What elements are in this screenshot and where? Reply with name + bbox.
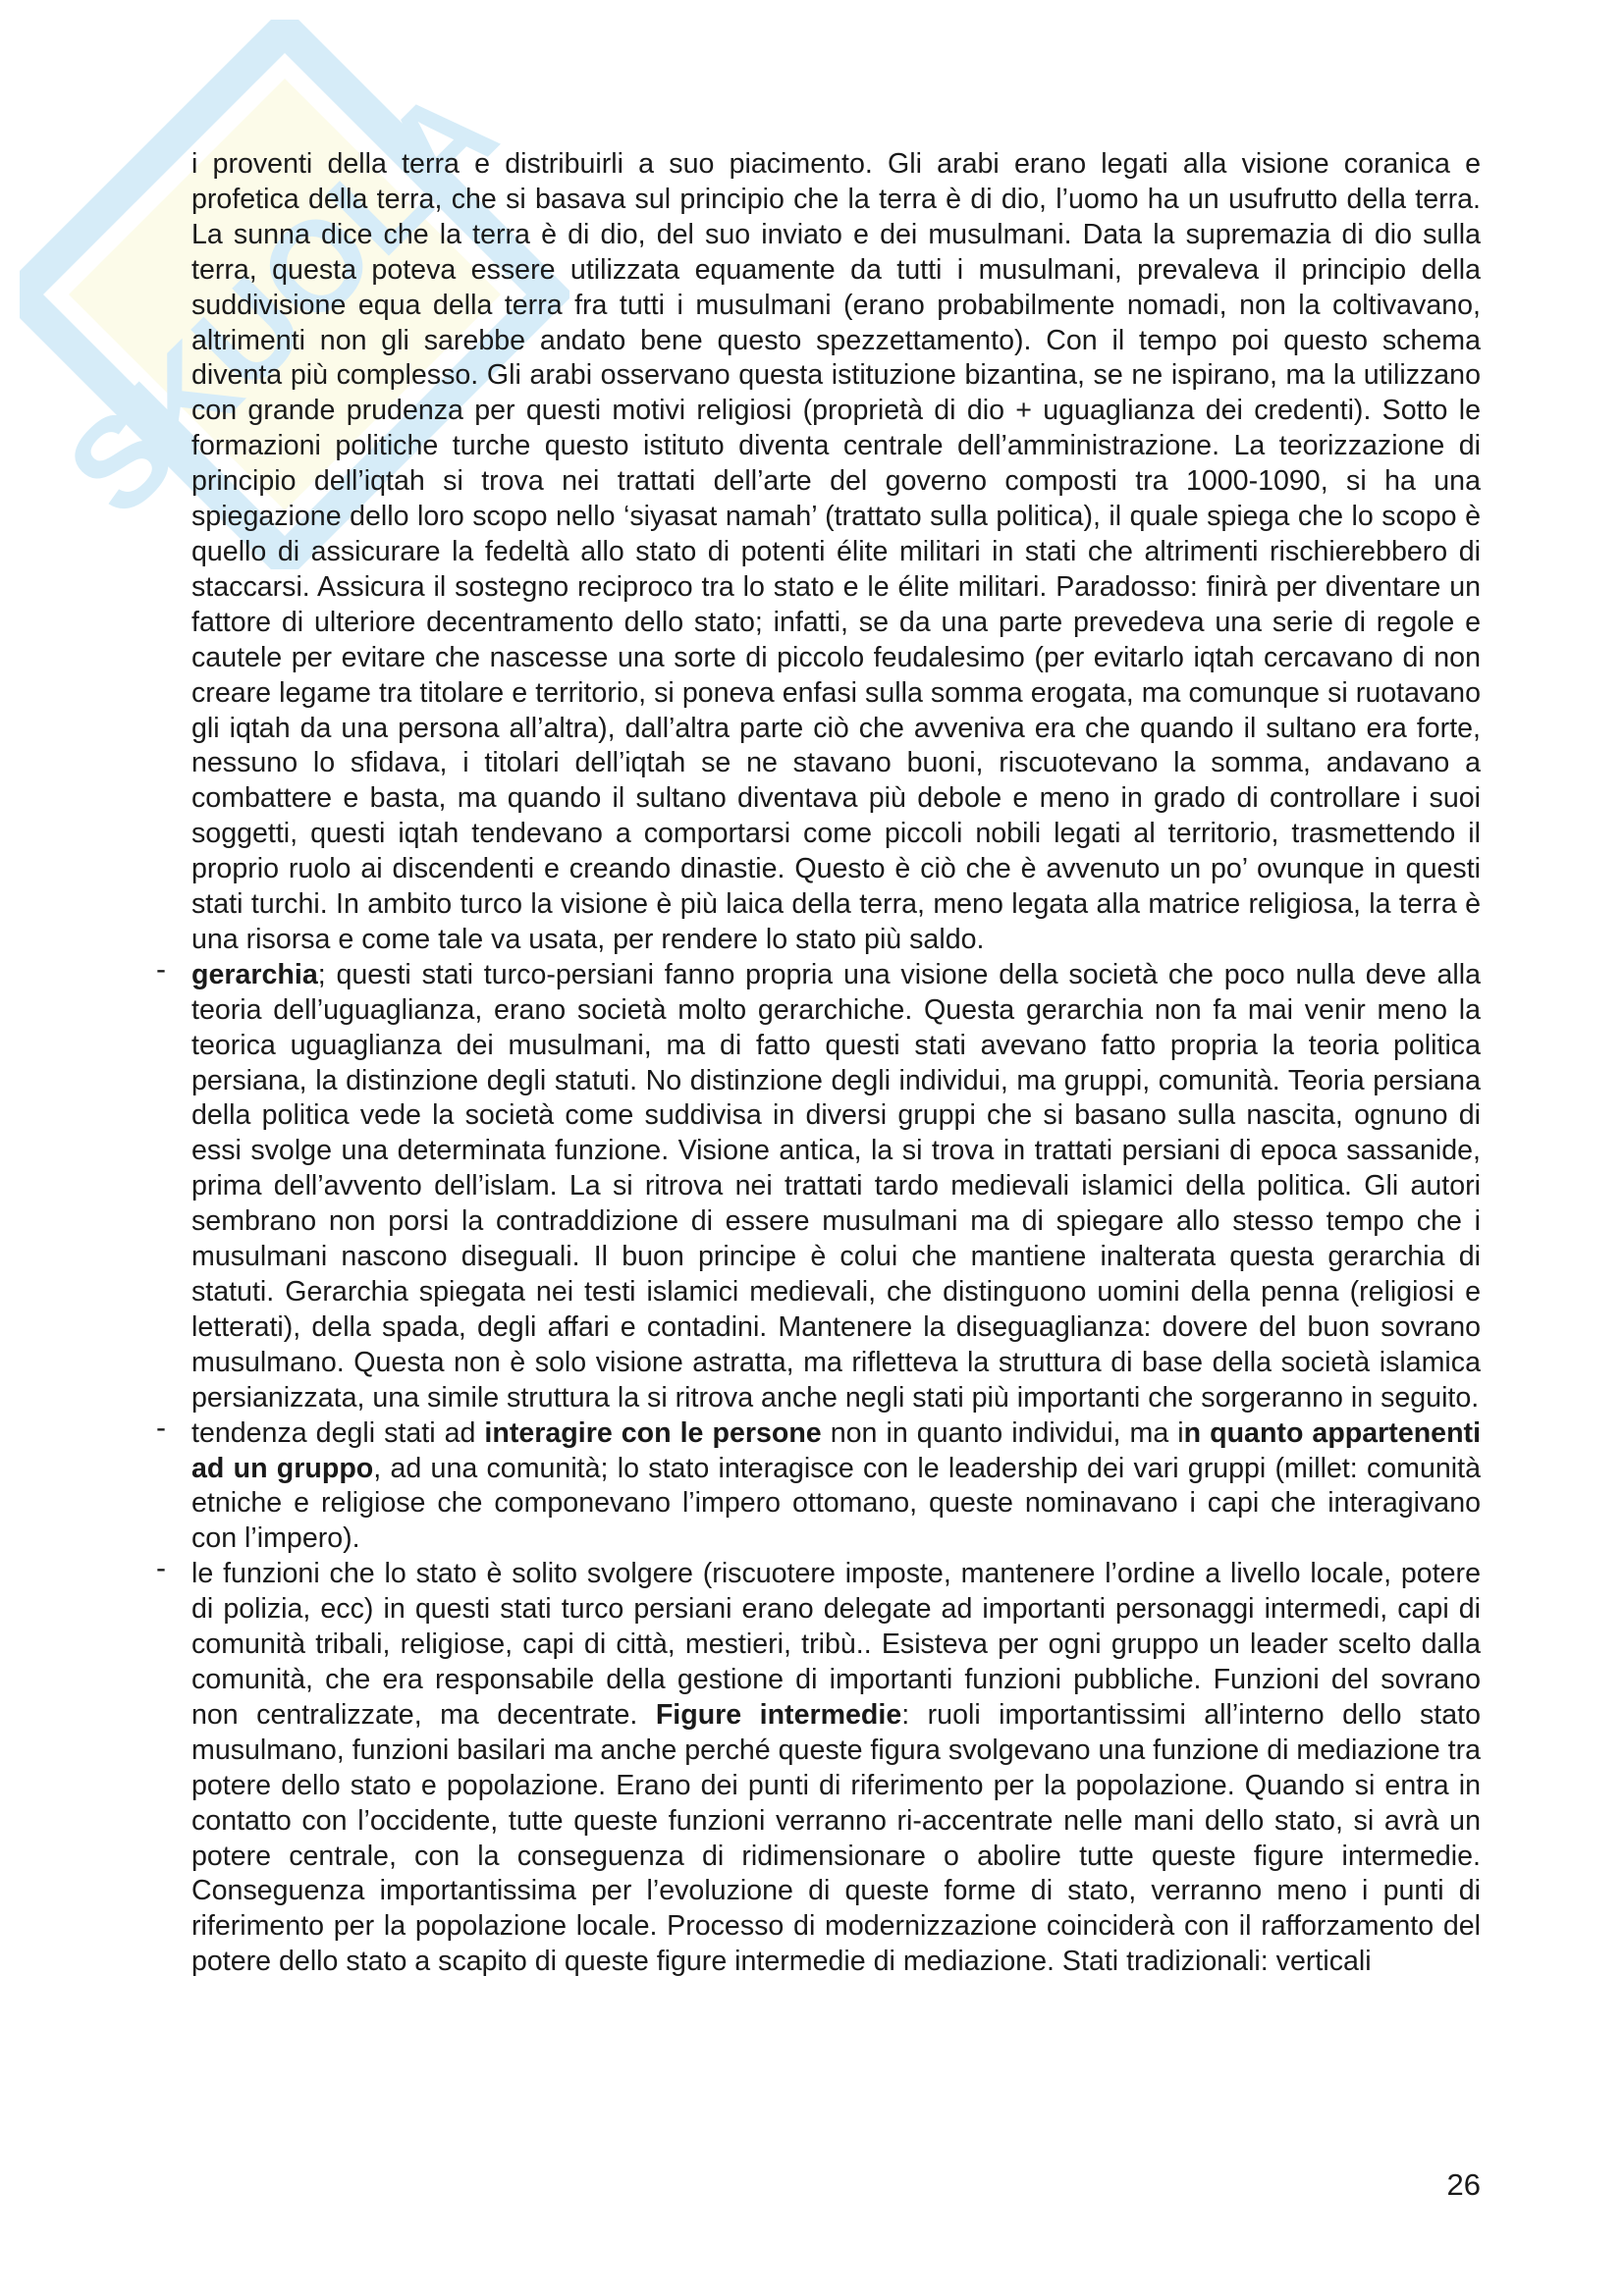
document-body <box>156 147 1482 1980</box>
bold-term: Figure intermedie <box>655 1698 902 1731</box>
page-number: 26 <box>1446 2167 1481 2202</box>
bullet-dash: - <box>156 1411 166 1444</box>
bold-term: interagire con le persone <box>484 1416 822 1449</box>
bullet-dash: - <box>156 1552 166 1585</box>
bullet-text: : ruoli importantissimi all’interno dello stato musulmano, funzioni basilari ma anche perché queste figura svolgevano una funzione di mediazione tra potere dello stato e popolazione. Erano dei punti di riferimento per la popolazione. Quando si entra in contatto con l’occidente, tutte queste funzioni verranno ri-accentrate nelle mani dello stato, si avrà un potere centrale, con la conseguenza di ridimensionare o abolire tutte queste figure intermedie. Conseguenza importantissima per l’evoluzione di queste forme di stato, verranno meno i punti di riferimento per la popolazione locale. Processo di modernizzazione coinciderà con il rafforzamento del potere dello stato a scapito di queste figure intermedie di mediazione. Stati tradizionali: verticali <box>191 1698 1481 1978</box>
bold-term: gerarchia <box>191 958 318 990</box>
bullet-dash: - <box>156 952 166 986</box>
bullet-text: non in quanto individui, ma i <box>821 1416 1184 1449</box>
bullet-item-gerarchia <box>156 952 1481 1416</box>
intro-paragraph: i proventi della terra e distribuirli a suo piacimento. Gli arabi erano legati alla visione coranica e profetica della terra, che si basava sul principio che la terra è di dio, l’uomo ha un usufrutto della terra. La sunna dice che la terra è di dio, del suo inviato e dei musulmani. Data la supremazia di dio sulla terra, questa poteva essere utilizzata equamente da tutti i musulmani, prevaleva il principio della suddivisione equa della terra fra tutti i musulmani (erano probabilmente nomadi, non la coltivavano, altrimenti non gli sarebbe andato bene questo spezzettamento). Con il tempo poi questo schema diventa più complesso. Gli arabi osservano questa istituzione bizantina, se ne ispirano, ma la utilizzano con grande prudenza per questi motivi religiosi (proprietà di dio + uguaglianza dei credenti). Sotto le formazioni politiche turche questo istituto diventa centrale dell’amministrazione. La teorizzazione di principio dell’iqtah si trova nei trattati dell’arte del governo composti tra 1000-1090, si ha una spiegazione dello loro scopo nello ‘siyasat namah’ (trattato sulla politica), il quale spiega che lo scopo è quello di assicurare la fedeltà allo stato di potenti élite militari in stati che altrimenti rischierebbero di staccarsi. Assicura il sostegno reciproco tra lo stato e le élite militari. Paradosso: finirà per diventare un fattore di ulteriore decentramento dello stato; infatti, se da una parte prevedeva una serie di regole e cautele per evitare che nascesse una sorte di piccolo feudalesimo (per evitarlo iqtah cercavano di non creare legame tra titolare e territorio, si poneva enfasi sulla somma erogata, ma comunque si ruotavano gli iqtah da una persona all’altra), dall’altra parte ciò che avveniva era che quando il sultano era forte, nessuno lo sfidava, i titolari dell’iqtah se ne stavano buoni, riscuotevano la somma, andavano a combattere e basta, ma quando il sultano diventava più debole e meno in grado di controllare i suoi soggetti, questi iqtah tendevano a comportarsi come piccoli nobili legati al territorio, trasmettendo il proprio ruolo ai discendenti e creando dinastie. Questo è ciò che è avvenuto un po’ ovunque in questi stati turchi. In ambito turco la visione è più laica della terra, meno legata alla matrice religiosa, la terra è una risorsa e come tale va usata, per rendere lo stato più saldo. <box>191 148 1481 955</box>
bullet-text: , ad una comunità; lo stato interagisce con le leadership dei vari gruppi (millet: comunità etniche e religiose che componevano l’impero ottomano, queste nominavano i capi che interagivano con l’impero). <box>191 1452 1482 1555</box>
bold-term: n quanto appartenenti ad un gruppo <box>191 1416 1482 1484</box>
bullet-item-interagire <box>156 1411 1482 1558</box>
bullet-text: ; questi stati turco-persiani fanno propria una visione della società che poco nulla deve alla teoria dell’uguaglianza, erano società molto gerarchiche. Questa gerarchia non fa mai venir meno la teorica uguaglianza dei musulmani, ma di fatto questi stati avevano fatto propria la teoria politica persiana, la distinzione degli statuti. No distinzione degli individui, ma gruppi, comunità. Teoria persiana della politica vede la società come suddivisa in diversi gruppi che si basano sulla nascita, ognuno di essi svolge una determinata funzione. Visione antica, la si trova in trattati persiani di epoca sassanide, prima dell’avvento dell’islam. La si ritrova nei trattati tardo medievali islamici della politica. Gli autori sembrano non porsi la contraddizione di essere musulmani ma di spiegare allo stesso tempo che i musulmani nascono diseguali. Il buon principe è colui che mantiene inalterata questa gerarchia di statuti. Gerarchia spiegata nei testi islamici medievali, che distinguono uomini della penna (religiosi e letterati), della spada, degli affari e contadini. Mantenere la diseguaglianza: dovere del buon sovrano musulmano. Questa non è solo visione astratta, ma rifletteva la struttura di base della società islamica persianizzata, una simile struttura la si ritrova anche negli stati più importanti che sorgeranno in seguito. <box>191 958 1481 1414</box>
bullet-text: le funzioni che lo stato è solito svolgere (riscuotere imposte, mantenere l’ordine a livello locale, potere di polizia, ecc) in questi stati turco persiani erano delegate ad importanti personaggi intermedi, capi di comunità tribali, religiose, capi di città, mestieri, tribù.. Esisteva per ogni gruppo un leader scelto dalla comunità, che era responsabile della gestione di importanti funzioni pubbliche. Funzioni del sovrano non centralizzate, ma decentrate. <box>191 1558 1481 1731</box>
watermark-text: SKUOLA <box>39 59 523 543</box>
bullet-text: tendenza degli stati ad <box>191 1416 485 1449</box>
bullet-item-funzioni <box>156 1552 1481 1980</box>
